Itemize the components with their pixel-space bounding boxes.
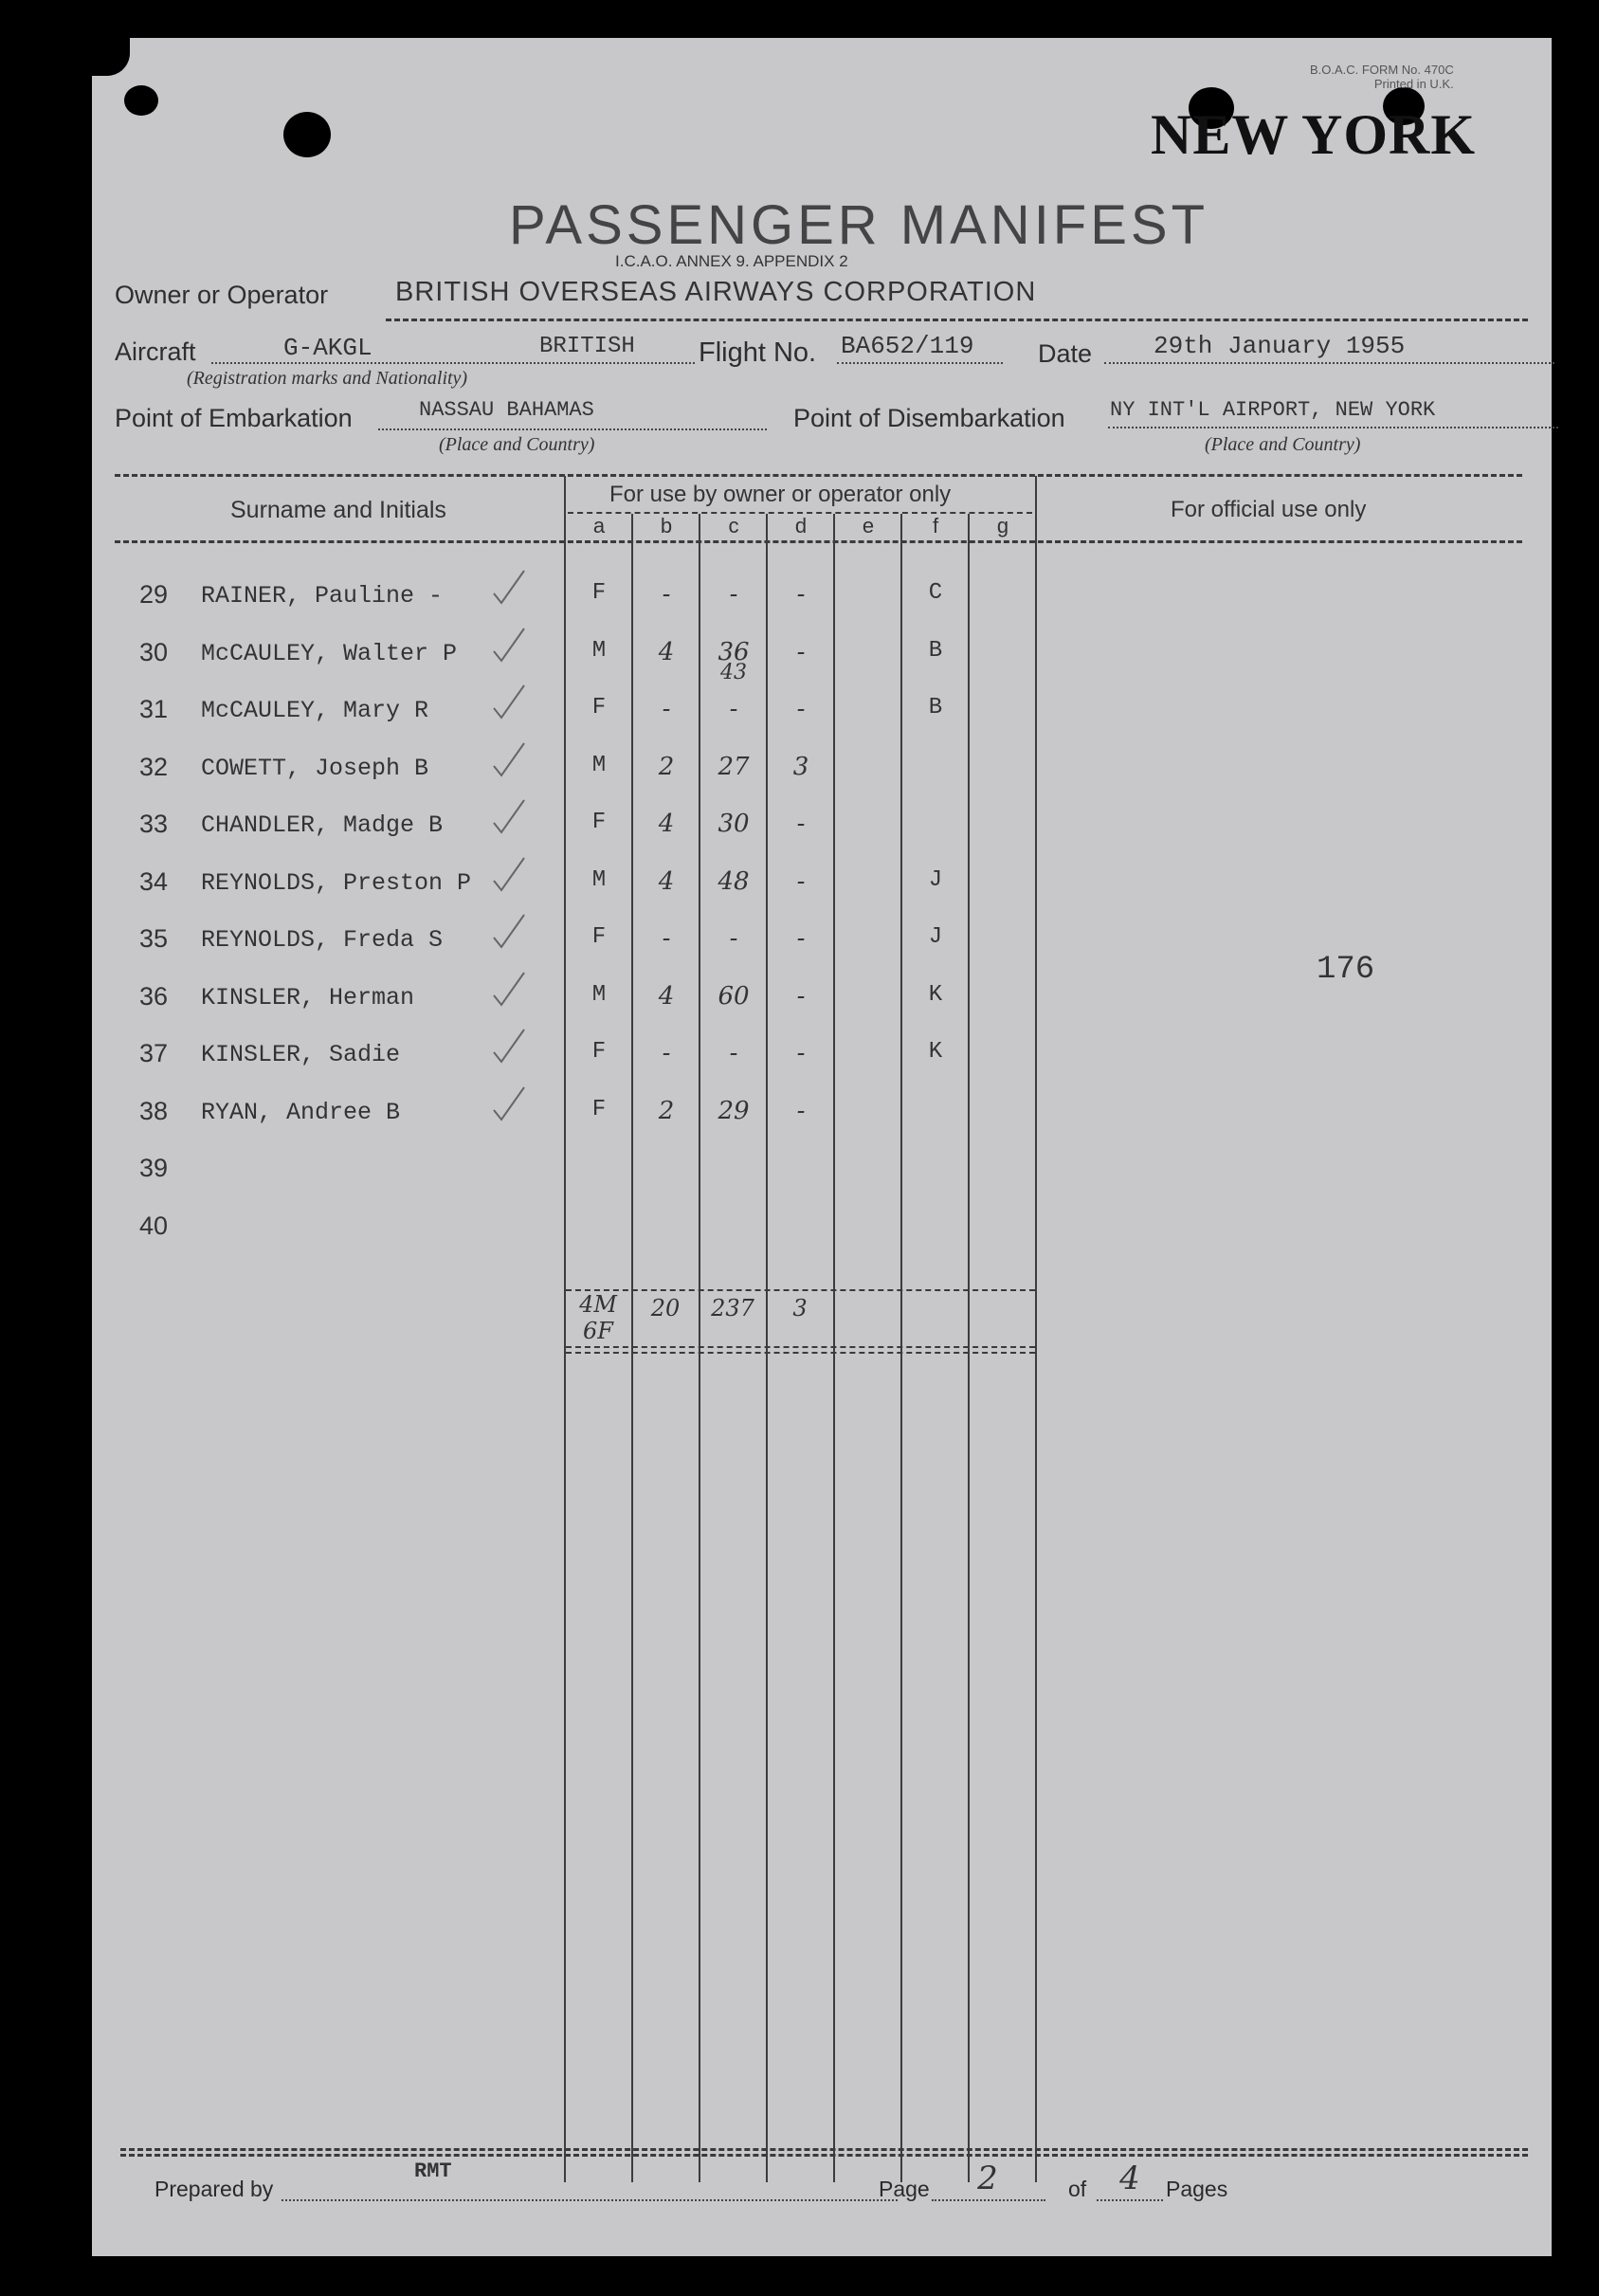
column-line [1035,476,1037,2182]
cell-a: M [591,982,607,1008]
owner-value: BRITISH OVERSEAS AIRWAYS CORPORATION [395,277,1037,307]
cell-a: M [591,753,607,778]
cell-d: - [796,1039,806,1067]
passenger-name: McCAULEY, Walter P [201,640,458,667]
cell-d: - [796,695,806,723]
row-number: 36 [139,982,169,1011]
row-number: 37 [139,1039,169,1067]
row-number: 39 [139,1154,169,1182]
check-mark-icon [490,569,528,607]
cell-c: 36 [718,638,750,666]
column-header-c: c [728,514,739,538]
row-number: 30 [139,638,169,666]
totals-bottom-rule [566,1346,1035,1348]
cell-b: 4 [658,638,675,666]
aircraft-nationality: BRITISH [539,334,635,359]
surname-header: Surname and Initials [230,497,446,523]
cell-f: C [928,580,943,606]
form-number: B.O.A.C. FORM No. 470C Printed in U.K. [1310,63,1454,91]
cell-b: 4 [658,867,675,896]
flight-label: Flight No. [699,337,817,368]
check-mark-icon [490,1085,528,1123]
pages-label: Pages [1166,2177,1228,2201]
aircraft-note: (Registration marks and Nationality) [187,368,468,389]
page-title: PASSENGER MANIFEST [509,194,1209,256]
cell-a: F [591,1097,607,1122]
cell-a: F [591,924,607,950]
cell-d: - [796,924,806,953]
punch-hole [124,85,158,116]
embarkation-note: (Place and Country) [439,434,595,455]
cell-b: 4 [658,982,675,1011]
row-number: 33 [139,810,169,838]
passenger-name: COWETT, Joseph B [201,755,429,782]
passenger-name: KINSLER, Herman [201,984,415,1011]
cell-b: - [662,1039,671,1067]
footer-rule [120,2154,1528,2157]
passenger-name: KINSLER, Sadie [201,1041,401,1068]
cell-a: M [591,867,607,893]
cell-b: 2 [658,1097,675,1125]
cell-c: 48 [718,867,750,896]
row-number: 32 [139,753,169,781]
check-mark-icon [490,971,528,1009]
row-number: 40 [139,1212,169,1240]
aircraft-line [211,362,695,364]
cell-f: B [928,695,943,720]
date-label: Date [1038,339,1093,368]
manifest-sheet [92,38,1552,2256]
column-header-g: g [996,514,1009,538]
cell-f: K [928,982,943,1008]
cell-c: 27 [718,753,750,781]
check-mark-icon [490,741,528,779]
page-line [932,2199,1045,2201]
column-header-b: b [660,514,673,538]
cell-f: K [928,1039,943,1065]
disembarkation-line [1108,427,1558,428]
embarkation-line [378,428,767,430]
total-c: 237 [711,1295,754,1321]
row-number: 35 [139,924,169,953]
total-d: 3 [792,1295,808,1321]
passenger-name: RAINER, Pauline - [201,582,444,610]
column-line [968,514,970,2182]
cell-d: - [796,810,806,838]
page-subtitle: I.C.A.O. ANNEX 9. APPENDIX 2 [615,252,848,270]
cell-f: B [928,638,943,664]
cell-c: 30 [718,810,750,838]
cell-c-second: 43 [720,661,747,684]
prepared-line [282,2199,898,2201]
cell-d: - [796,1097,806,1125]
check-mark-icon [490,1028,528,1066]
cell-f: J [928,867,943,893]
cell-c: - [729,924,738,953]
table-top-rule [115,474,1522,477]
prepared-value: RMT [414,2159,452,2183]
embarkation-label: Point of Embarkation [115,404,353,432]
column-header-d: d [794,514,808,538]
row-number: 29 [139,580,169,609]
cell-a: F [591,695,607,720]
column-header-a: a [592,514,606,538]
owner-label: Owner or Operator [115,281,329,309]
cell-b: 2 [658,753,675,781]
cell-d: 3 [792,753,809,781]
passenger-name: McCAULEY, Mary R [201,697,429,724]
total-a-male: 4M [579,1291,617,1318]
total-b: 20 [650,1295,681,1321]
cell-d: - [796,867,806,896]
punch-hole [283,112,331,157]
passenger-name: REYNOLDS, Preston P [201,869,472,897]
check-mark-icon [490,913,528,951]
aircraft-label: Aircraft [115,337,196,366]
passenger-name: CHANDLER, Madge B [201,811,444,839]
cell-c: - [729,695,738,723]
cell-b: - [662,924,671,953]
cell-d: - [796,580,806,609]
column-header-e: e [862,514,875,538]
embarkation-value: NASSAU BAHAMAS [419,398,594,422]
cell-a: M [591,638,607,664]
column-line [564,476,566,2182]
cell-b: 4 [658,810,675,838]
of-line [1097,2199,1163,2201]
passenger-name: RYAN, Andree B [201,1099,401,1126]
torn-corner [92,38,130,76]
cell-a: F [591,810,607,835]
official-number: 176 [1317,952,1375,988]
totals-top-rule [566,1289,1035,1291]
flight-number: BA652/119 [841,332,974,360]
check-mark-icon [490,627,528,665]
city-stamp: NEW YORK [1151,103,1477,166]
check-mark-icon [490,798,528,836]
table-header-rule [115,540,1522,543]
row-number: 31 [139,695,169,723]
page-total: 4 [1119,2159,1140,2197]
cell-d: - [796,982,806,1011]
check-mark-icon [490,856,528,894]
date-line [1104,362,1554,364]
footer-rule [120,2148,1528,2151]
of-label: of [1068,2177,1087,2201]
column-line [900,514,902,2182]
divider [386,319,1528,321]
column-header-f: f [932,514,939,538]
page-label: Page [879,2177,930,2201]
cell-a: F [591,1039,607,1065]
passenger-name: REYNOLDS, Freda S [201,926,444,954]
cell-c: - [729,580,738,609]
disembarkation-note: (Place and Country) [1205,434,1361,455]
operator-header: For use by owner or operator only [609,482,952,507]
cell-c: - [729,1039,738,1067]
cell-d: - [796,638,806,666]
totals-bottom-rule [566,1352,1035,1354]
flight-line [837,362,1003,364]
official-header: For official use only [1171,497,1367,522]
cell-a: F [591,580,607,606]
cell-b: - [662,580,671,609]
page-number: 2 [977,2159,998,2197]
cell-c: 60 [718,982,750,1011]
cell-c: 29 [718,1097,750,1125]
cell-b: - [662,695,671,723]
total-a-female: 6F [583,1318,613,1344]
check-mark-icon [490,683,528,721]
aircraft-registration: G-AKGL [283,334,372,362]
disembarkation-value: NY INT'L AIRPORT, NEW YORK [1110,398,1436,422]
row-number: 34 [139,867,169,896]
cell-f: J [928,924,943,950]
prepared-label: Prepared by [154,2177,274,2201]
date-value: 29th January 1955 [1154,332,1406,360]
disembarkation-label: Point of Disembarkation [793,404,1065,432]
row-number: 38 [139,1097,169,1125]
